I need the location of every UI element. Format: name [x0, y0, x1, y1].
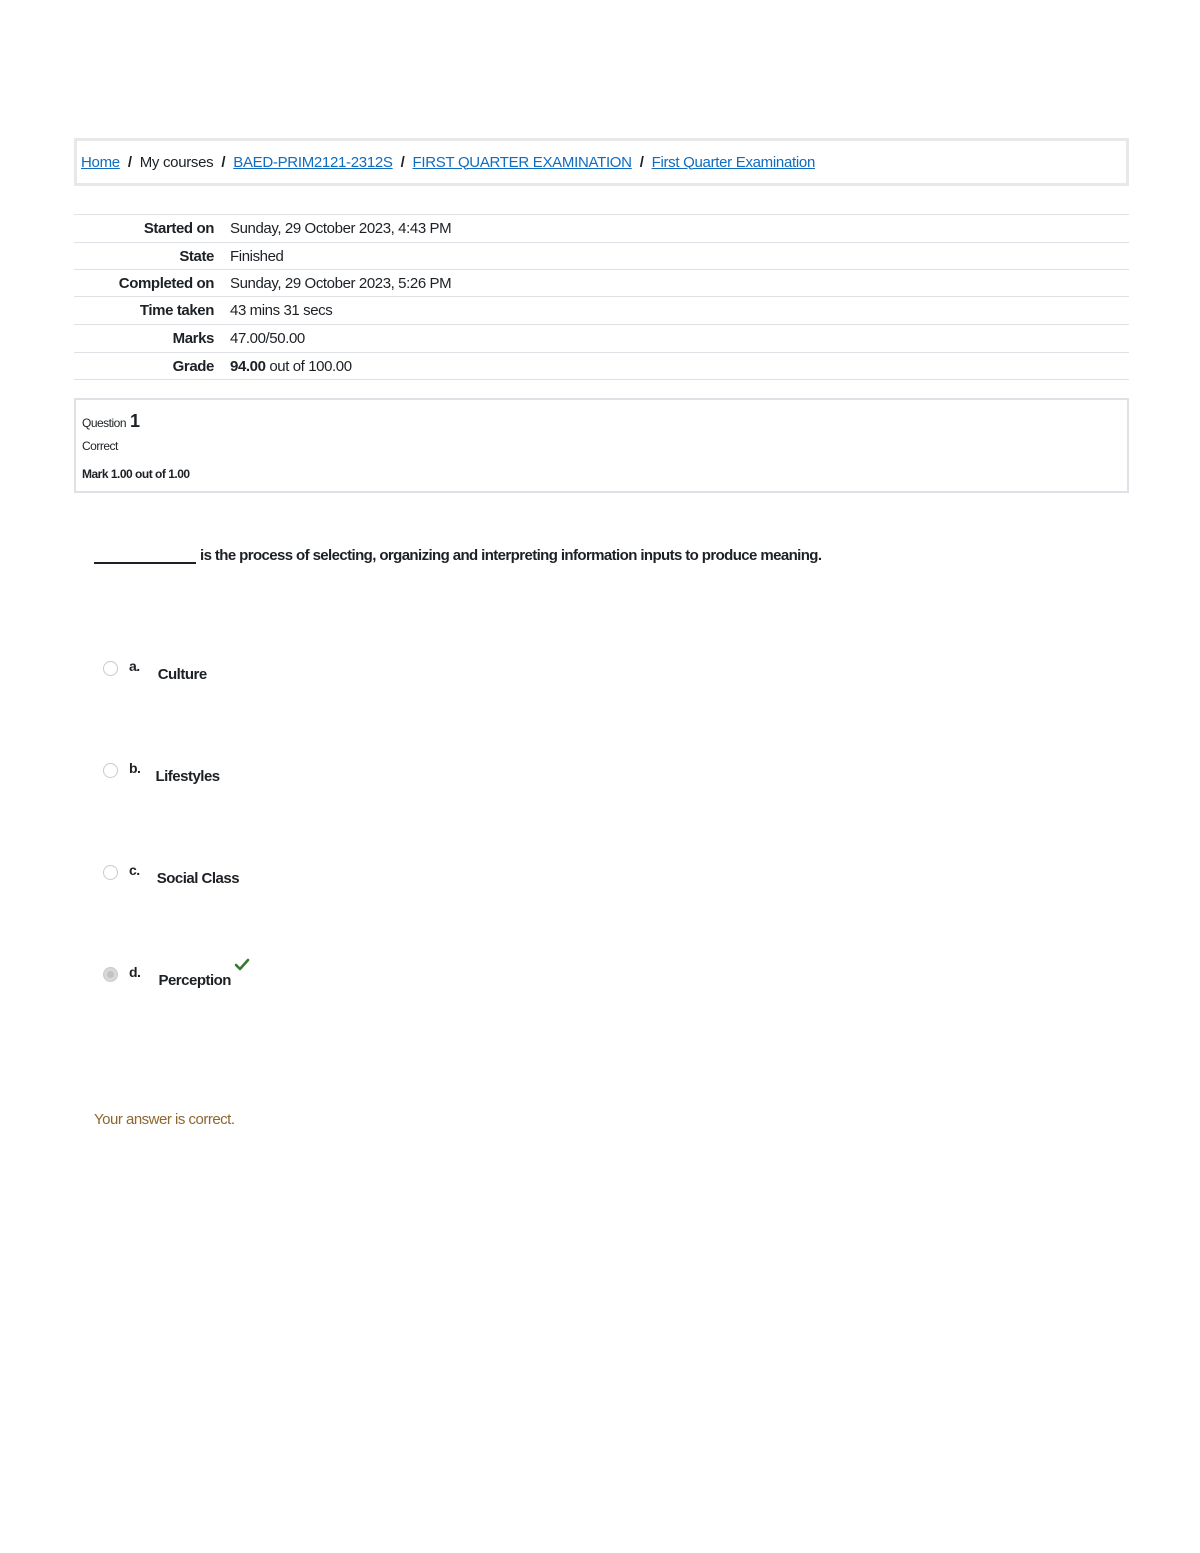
option-label: Social Class: [156, 870, 240, 887]
answer-option-a[interactable]: [103, 658, 207, 688]
summary-value: [230, 353, 1129, 380]
summary-row-grade: [74, 353, 1129, 380]
summary-value: Sunday, 29 October 2023, 4:43 PM: [230, 220, 452, 237]
question-number: 1: [130, 411, 140, 431]
option-label: Perception: [158, 972, 231, 989]
grade-out-of: out of 100.00: [265, 357, 352, 375]
summary-label: Completed on: [118, 274, 214, 292]
breadcrumb-section[interactable]: FIRST QUARTER EXAMINATION: [412, 153, 632, 171]
check-icon: [234, 958, 250, 976]
breadcrumb-quiz[interactable]: First Quarter Examination: [651, 153, 815, 171]
summary-value: Finished: [230, 247, 284, 265]
fill-in-blank: [94, 546, 196, 564]
question-prompt: is the process of selecting, organizing and interpreting information inputs to produce meaning.: [200, 547, 822, 564]
option-letter: d.: [129, 964, 141, 980]
summary-row-started: [74, 215, 1129, 243]
grade-score: 94.00: [230, 357, 266, 375]
option-letter: b.: [129, 760, 141, 776]
answer-option-c[interactable]: [103, 862, 239, 892]
breadcrumb: [74, 138, 1129, 186]
breadcrumb-home[interactable]: Home: [81, 153, 120, 171]
breadcrumb-separator: /: [400, 153, 405, 171]
question-text: [94, 546, 1094, 564]
answer-option-d[interactable]: [103, 964, 250, 994]
option-label: Lifestyles: [155, 768, 220, 785]
summary-value: Sunday, 29 October 2023, 5:26 PM: [230, 274, 452, 292]
question-state: Correct: [82, 439, 118, 453]
answer-option-b[interactable]: [103, 760, 220, 790]
summary-label: Time taken: [139, 302, 214, 319]
question-number-line: [82, 404, 1127, 432]
summary-label: State: [179, 247, 214, 265]
summary-label: Grade: [172, 357, 214, 375]
question-info-box: [74, 398, 1129, 493]
radio-button[interactable]: [103, 661, 118, 676]
summary-label: Started on: [143, 220, 214, 237]
breadcrumb-separator: /: [639, 153, 644, 171]
question-mark: Mark 1.00 out of 1.00: [82, 467, 190, 481]
summary-row-state: [74, 243, 1129, 270]
attempt-summary-table: [74, 214, 1129, 380]
breadcrumb-separator: /: [127, 153, 132, 171]
option-letter: a.: [129, 658, 140, 674]
breadcrumb-separator: /: [221, 153, 226, 171]
radio-button-selected[interactable]: [103, 967, 118, 982]
summary-label: Marks: [172, 330, 214, 347]
breadcrumb-course[interactable]: BAED-PRIM2121-2312S: [233, 153, 393, 171]
question-label: Question: [82, 416, 127, 430]
summary-row-time-taken: [74, 297, 1129, 325]
feedback-text: Your answer is correct.: [94, 1111, 235, 1128]
option-label: Culture: [157, 666, 207, 683]
breadcrumb-my-courses: My courses: [139, 153, 214, 171]
option-letter: c.: [129, 862, 140, 878]
radio-button[interactable]: [103, 865, 118, 880]
summary-row-completed: [74, 270, 1129, 297]
summary-value: 47.00/50.00: [230, 330, 305, 347]
summary-row-marks: [74, 325, 1129, 353]
radio-button[interactable]: [103, 763, 118, 778]
summary-value: 43 mins 31 secs: [230, 302, 333, 319]
